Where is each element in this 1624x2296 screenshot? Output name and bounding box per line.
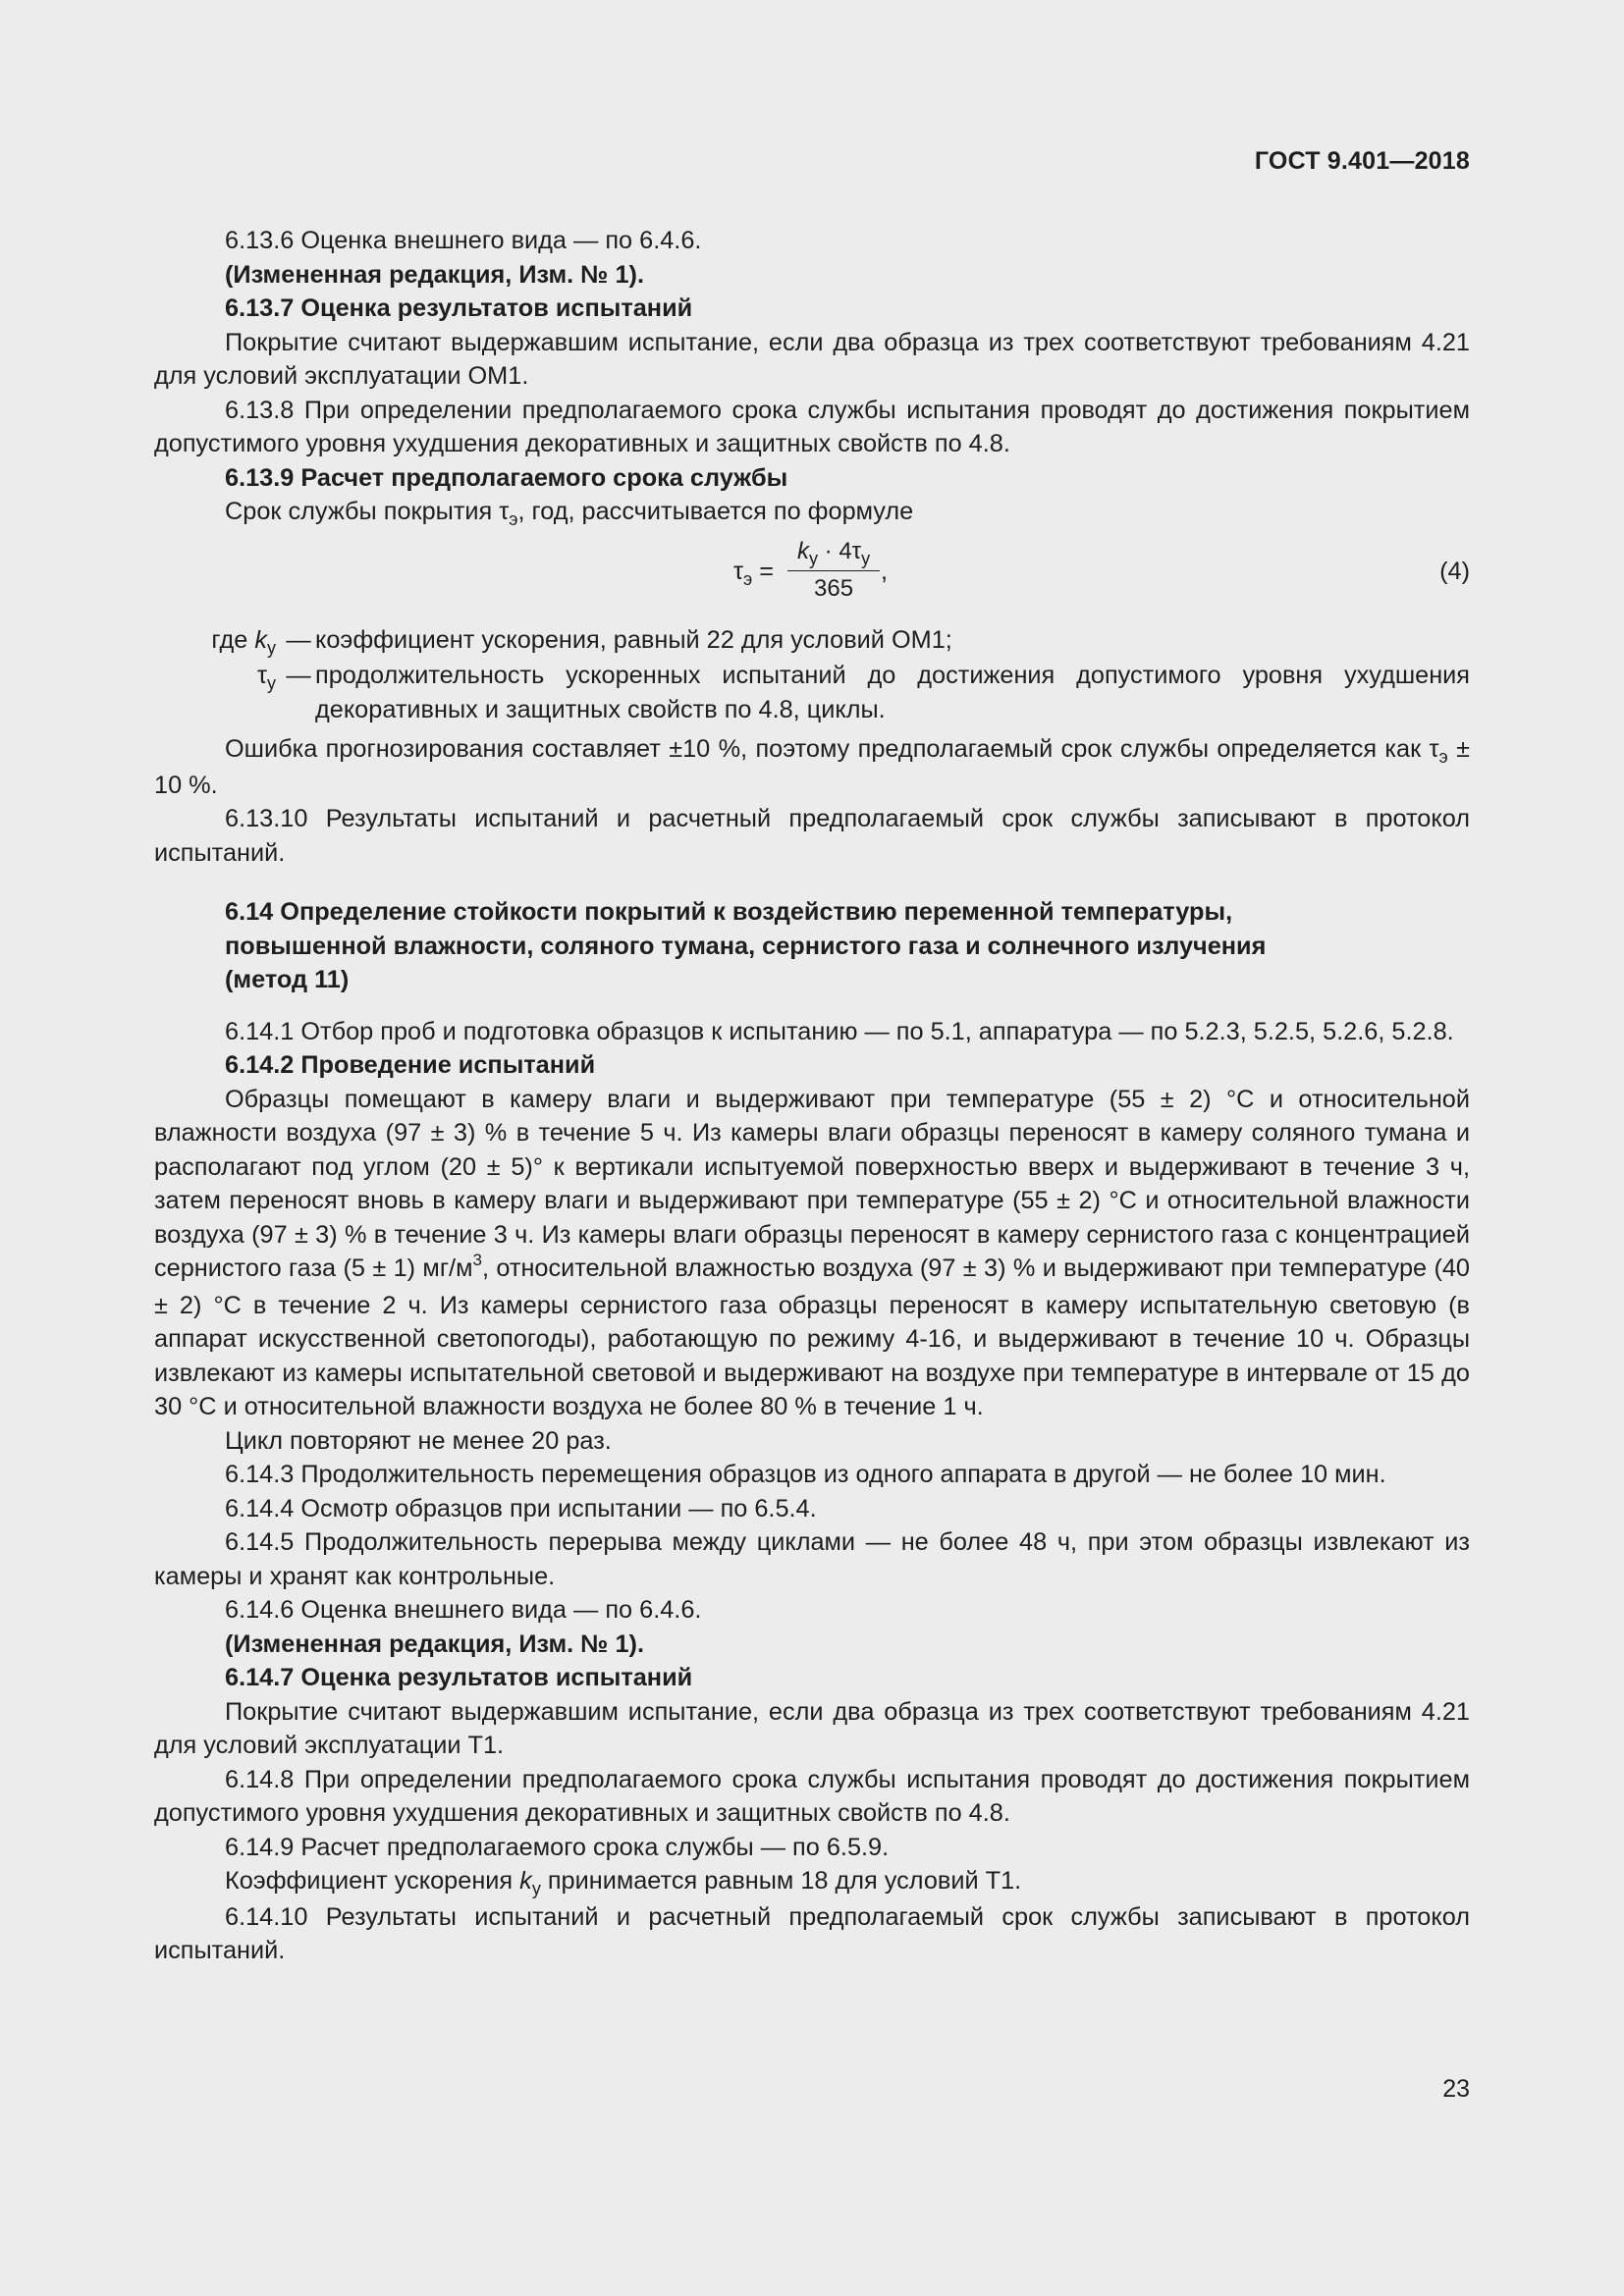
equation-number: (4) bbox=[1439, 557, 1470, 585]
paragraph-6-13-10: 6.13.10 Результаты испытаний и расчетный предполагаемый срок службы записывают в протокол испытаний. bbox=[154, 805, 1470, 867]
where-dash: — bbox=[286, 625, 311, 654]
formula-fraction bbox=[787, 537, 880, 604]
section-heading-line: 6.14 Определение стойкости покрытий к воздействию переменной температуры, bbox=[225, 898, 1233, 926]
where-desc-tau: продолжительность ускоренных испытаний до достижения допустимого уровня ухудшения декоративных и защитных свойств по 4.8, циклы. bbox=[315, 662, 1470, 723]
where-term-k: где $k_у$ bbox=[211, 625, 276, 658]
paragraph-6-13-6: 6.13.6 Оценка внешнего вида — по 6.4.6. bbox=[225, 227, 702, 254]
formula-comma: , bbox=[881, 557, 889, 585]
paragraph-service-life: Срок службы покрытия $\tau_э$, год, рассчитывается по формуле bbox=[225, 498, 914, 529]
paragraph-6-14-2: Образцы помещают в камеру влаги и выдерживают при температуре (55 ± 2) °С и относительной влажности воздуха (97 ± 3) % в течение 5 ч. Из камеры влаги образцы переносят в камеру соляного тумана и располагают под углом (20 ± 5)° к вертикали испытуемой поверхностью вверх и выдерживают в течение 3 ч, затем переносят вновь в камеру влаги и выдерживают при температуре (55 ± 2) °С и относительной влажности воздуха (97 ± 3) % в течение 3 ч. Из камеры влаги образцы переносят в камеру сернистого газа с концентрацией сернистого газа (5 ± 1) $мг/м^3$, относительной влажностью воздуха (97 ± 3) % и выдерживают при температуре (40 ± 2) °С в течение 2 ч. Из камеры сернистого газа образцы переносят в камеру испытательную световую (в аппарат искусственной светопогоды), работающую по режиму 4-16, и выдерживают в течение 10 ч. Образцы извлекают из камеры испытательной световой и выдерживают на воздухе при температуре в интервале от 15 до 30 °С и относительной влажности воздуха не более 80 % в течение 1 ч. bbox=[154, 1085, 1471, 1420]
section-heading-line: повышенной влажности, соляного тумана, сернистого газа и солнечного излучения bbox=[225, 932, 1267, 960]
paragraph-6-14-1: 6.14.1 Отбор проб и подготовка образцов к испытанию — по 5.1, аппаратура — по 5.2.3, 5.2.5, 5.2.6, 5.2.8. bbox=[225, 1017, 1454, 1045]
formula-4 bbox=[154, 537, 1470, 610]
heading-6-13-9: 6.13.9 Расчет предполагаемого срока службы bbox=[225, 463, 788, 492]
paragraph-cycle: Цикл повторяют не менее 20 раз. bbox=[225, 1426, 612, 1455]
section-heading-6-14 bbox=[154, 895, 1470, 997]
amendment-note: (Измененная редакция, Изм. № 1). bbox=[225, 1629, 644, 1658]
where-desc-k: коэффициент ускорения, равный 22 для условий ОМ1; bbox=[315, 625, 952, 654]
heading-6-14-2: 6.14.2 Проведение испытаний bbox=[225, 1051, 596, 1079]
where-dash: — bbox=[286, 662, 311, 689]
paragraph-6-14-10: 6.14.10 Результаты испытаний и расчетный предполагаемый срок службы записывают в протокол испытаний. bbox=[154, 1902, 1470, 1964]
paragraph-6-14-5: 6.14.5 Продолжительность перерыва между циклами — не более 48 ч, при этом образцы извлекают из камеры и хранят как контрольные. bbox=[154, 1528, 1470, 1590]
paragraph-6-14-3: 6.14.3 Продолжительность перемещения образцов из одного аппарата в другой — не более 10 мин. bbox=[225, 1461, 1386, 1488]
heading-6-14-7: 6.14.7 Оценка результатов испытаний bbox=[225, 1664, 693, 1691]
formula-lhs: $\tau_э$ = bbox=[733, 557, 774, 589]
where-legend bbox=[154, 623, 1470, 727]
document-body bbox=[154, 224, 1470, 1968]
document-id-header: ГОСТ 9.401—2018 bbox=[1254, 147, 1470, 175]
paragraph-error: Ошибка прогнозирования составляет ±10 %, поэтому предполагаемый срок службы определяется как $\tau_э \pm 10$ %. bbox=[154, 735, 1470, 799]
where-row-k bbox=[154, 623, 1470, 660]
section-heading-line: (метод 11) bbox=[225, 966, 350, 993]
paragraph-6-14-7: Покрытие считают выдержавшим испытание, если два образца из трех соответствуют требованиям 4.21 для условий эксплуатации Т1. bbox=[154, 1697, 1470, 1759]
page-number: 23 bbox=[1442, 2075, 1470, 2103]
paragraph-6-13-7: Покрытие считают выдержавшим испытание, если два образца из трех соответствуют требованиям 4.21 для условий эксплуатации ОМ1. bbox=[154, 328, 1470, 390]
paragraph-6-14-6: 6.14.6 Оценка внешнего вида — по 6.4.6. bbox=[225, 1596, 702, 1624]
paragraph-6-14-4: 6.14.4 Осмотр образцов при испытании — по 6.5.4. bbox=[225, 1494, 817, 1522]
formula-numerator: $k_у \cdot 4\tau_у$ bbox=[787, 537, 880, 571]
where-term-tau: $\tau_у$ bbox=[257, 662, 276, 693]
paragraph-6-13-8: 6.13.8 При определении предполагаемого срока службы испытания проводят до достижения покрытием допустимого уровня ухудшения декоративных и защитных свойств по 4.8. bbox=[154, 396, 1470, 457]
paragraph-6-14-9: 6.14.9 Расчет предполагаемого срока службы — по 6.5.9. bbox=[225, 1833, 890, 1861]
paragraph-coefficient: Коэффициент ускорения $k_у$ принимается равным 18 для условий Т1. bbox=[225, 1867, 1022, 1898]
paragraph-6-14-8: 6.14.8 При определении предполагаемого срока службы испытания проводят до достижения покрытием допустимого уровня ухудшения декоративных и защитных свойств по 4.8. bbox=[154, 1765, 1470, 1827]
formula-denominator: 365 bbox=[814, 574, 854, 602]
amendment-note: (Измененная редакция, Изм. № 1). bbox=[225, 260, 644, 289]
heading-6-13-7: 6.13.7 Оценка результатов испытаний bbox=[225, 294, 693, 322]
where-row-tau bbox=[154, 659, 1470, 726]
